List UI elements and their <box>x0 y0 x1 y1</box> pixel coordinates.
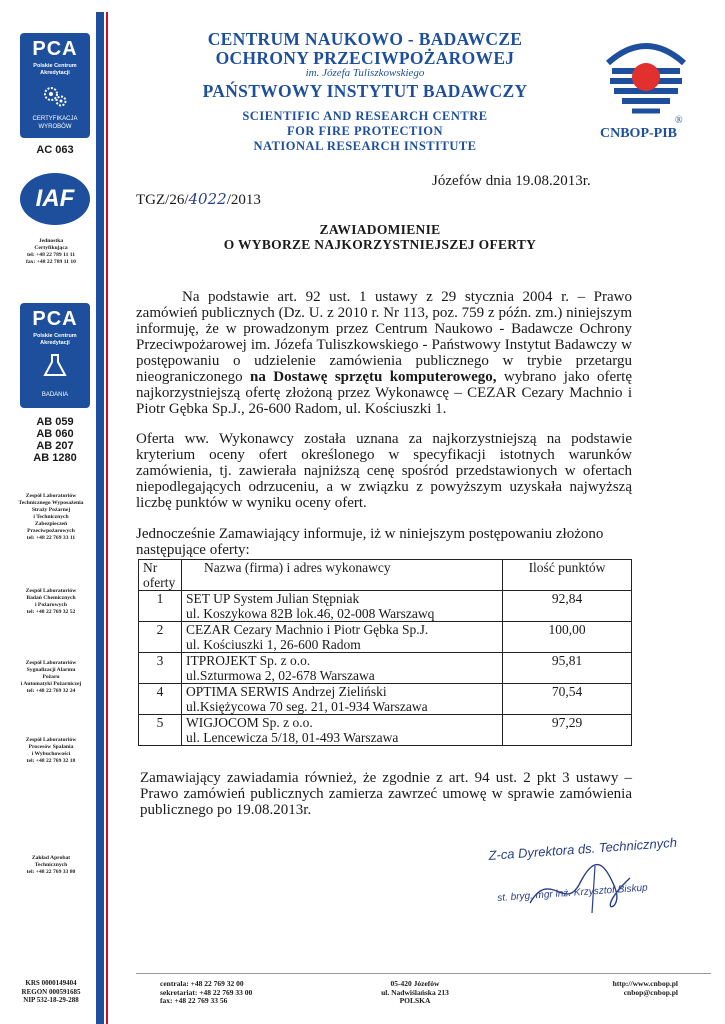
table-row: 4 OPTIMA SERWIS Andrzej Zieliński ul.Księżycowa 70 seg. 21, 01-934 Warszawa 70,54 <box>139 684 632 715</box>
doc-subtitle: O WYBORZE NAJKORZYSTNIEJSZEJ OFERTY <box>223 237 537 252</box>
paragraph-contract-notice: Zamawiający zawiadamia również, że zgodnie z art. 94 ust. 2 pkt 3 ustawy – Prawo zamówień publicznych zamierza zawrzeć umowę w sprawie zamówienia publicznego po 19.08.2013r. <box>140 770 632 818</box>
offers-table <box>138 559 632 746</box>
header-offer-number: Nr oferty <box>139 560 182 591</box>
gears-icon <box>40 83 70 109</box>
signature-stamp-name: st. bryg. mgr inż. Krzysztof Biskup <box>497 882 649 904</box>
lab-fire-alarm: Zespół Laboratoriów Sygnalizacji Alarmu Pożaru i Automatyki Pożarniczej tel: +48 22 769 32 24 <box>20 660 82 694</box>
website-link[interactable]: http://www.cnbop.pl <box>612 979 678 988</box>
table-row: 2 CEZAR Cezary Machnio i Piotr Gębka Sp.J. ul. Kościuszki 1, 26-600 Radom 100,00 <box>139 622 632 653</box>
iaf-logo: IAF <box>35 185 75 212</box>
place-date: Józefów dnia 19.08.2013r. <box>432 173 591 189</box>
lab-combustion: Zespół Laboratoriów Procesów Spalania i Wybuchowości tel: +48 22 769 32 18 <box>25 737 77 764</box>
doc-title: ZAWIADOMIENIE <box>319 222 441 237</box>
pca-certification-badge: PCA Polskie Centrum Akredytacji CERTYFIKACJA WYROBÓW <box>20 33 90 138</box>
signature-stamp-title: Z-ca Dyrektora ds. Technicznych <box>488 834 678 863</box>
table-row: 5 WIGJOCOM Sp. z o.o. ul. Lencewicza 5/18, 01-493 Warszawa 97,29 <box>139 715 632 746</box>
technical-approvals-dept: Zakład Aprobat Technicznych tel: +48 22 769 33 80 <box>26 855 76 875</box>
cnbop-emblem-icon <box>600 33 692 123</box>
iaf-badge <box>20 173 90 225</box>
header-contractor: Nazwa (firma) i adres wykonawcy <box>182 560 503 591</box>
table-row: 1 SET UP System Julian Stępniak ul. Koszykowa 82B lok.46, 02-008 Warszawq 92,84 <box>139 591 632 622</box>
lab-technical-equipment: Zespół Laboratoriów Technicznego Wyposażenia Straży Pożarnej i Technicznych Zabezpieczeń Przeciwpożarowych tel: +48 22 769 33 11 <box>18 493 84 541</box>
pca-logo: PCA <box>32 38 78 60</box>
paragraph-justification: Oferta ww. Wykonawcy została uznana za najkorzystniejszą na podstawie kryterium oceny ofert określonego w specyfikacji istotnych warunków zamówienia, tj. zawierała najniższą cenę spośród przedstawionych w ofertach niepodlegających odrzuceniu, a w związku z powyższym uzyskała najwyższą liczbę punktów w wyniku oceny ofert. <box>136 431 632 511</box>
footer-phones: centrala: +48 22 769 32 00 sekretariat: +48 22 769 33 00 fax: +48 22 769 33 56 <box>160 979 253 1005</box>
footer-divider <box>136 973 711 974</box>
institution-status: PAŃSTWOWY INSTYTUT BADAWCZY <box>202 81 528 101</box>
certification-unit-info: Jednostka Certyfikująca tel: +48 22 789 11 11 fax: +48 22 789 11 10 <box>26 238 76 265</box>
reference-number: TGZ/26/4022/2013 <box>136 190 261 208</box>
flask-icon <box>40 353 70 379</box>
cnbop-brand: CNBOP-PIB <box>600 126 677 141</box>
sidebar-blue-stripe <box>96 12 104 1024</box>
institution-name-pl: CENTRUM NAUKOWO - BADAWCZE OCHRONY PRZECIWPOŻAROWEJ <box>207 29 523 68</box>
institution-patron: im. Józefa Tuliszkowskiego <box>305 67 425 79</box>
handwritten-ref: 4022 <box>188 190 227 208</box>
lab-chemical: Zespół Laboratoriów Badań Chemicznych i Pożarowych tel: +48 22 769 32 52 <box>25 588 77 615</box>
table-row: 3 ITPROJEKT Sp. z o.o. ul.Szturmowa 2, 02-678 Warszawa 95,81 <box>139 653 632 684</box>
sidebar-red-stripe <box>106 12 108 1024</box>
company-registry: KRS 0000149404 REGON 000591685 NIP 532-18-29-288 <box>21 979 81 1004</box>
pca-testing-badge: PCA Polskie Centrum Akredytacji BADANIA <box>20 303 90 408</box>
header-points: Ilość punktów <box>503 560 632 591</box>
table-header-row <box>139 560 632 591</box>
registered-mark: ® <box>675 115 683 126</box>
ab-codes: AB 059 AB 060 AB 207 AB 1280 <box>33 416 77 464</box>
footer-address: 05-420 Józefów ul. Nadwiślańska 213 POLSKA <box>381 979 449 1005</box>
paragraph-offers-intro: Jednocześnie Zamawiający informuje, iż w niniejszym postępowaniu złożono następujące oferty: <box>136 526 604 558</box>
email-link[interactable]: cnbop@cnbop.pl <box>623 987 678 997</box>
pca-logo: PCA <box>32 308 78 330</box>
institution-name-en: SCIENTIFIC AND RESEARCH CENTRE FOR FIRE PROTECTION NATIONAL RESEARCH INSTITUTE <box>242 109 488 153</box>
ac-code: AC 063 <box>36 144 74 156</box>
footer-web <box>560 980 678 997</box>
paragraph-award: Na podstawie art. 92 ust. 1 ustawy z 29 stycznia 2004 r. – Prawo zamówień publicznych (Dz. U. z 2010 r. Nr 113, poz. 759 z późn. zm.) niniejszym informuję, że w prowadzonym przez Centrum Naukowo - Badawcze Ochrony Przeciwpożarowej im. Józefa Tuliszkowskiego - Państwowy Instytut Badawczy w postępowaniu o udzielenie zamówienia publicznego w trybie przetargu nieograniczonego na Dostawę sprzętu komputerowego, wybrano jako ofertę najkorzystniejszą ofertę złożoną przez Wykonawcę – CEZAR Cezary Machnio i Piotr Gębka Sp.J., 26-600 Radom, ul. Kościuszki 1. <box>136 289 632 417</box>
